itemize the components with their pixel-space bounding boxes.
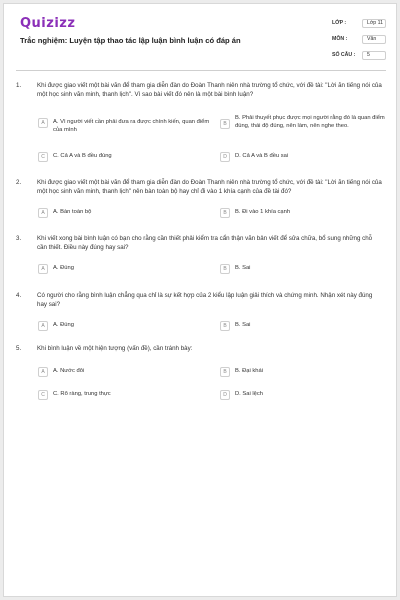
option-letter-box: B [220, 367, 230, 377]
question-text: Khi bình luận về một hiện tượng (vấn đề), cần tránh bày: [37, 345, 193, 352]
option-letter-box: C [38, 390, 48, 400]
option-letter-box: A [38, 321, 48, 331]
meta-class-label: LỚP : [332, 20, 347, 26]
option-text: A. Đúng [53, 265, 74, 271]
option-letter-box: C [38, 152, 48, 162]
question-number: 2. [16, 179, 22, 186]
option-text: A. Vì người viết cần phải đưa ra được chính kiến, quan điểm của mình [53, 119, 210, 133]
meta-class-value: Lớp 11 [362, 19, 386, 28]
option-text: B. Đại khái [235, 368, 264, 374]
worksheet-header [14, 13, 388, 63]
option-text: D. Sai lệch [235, 391, 264, 397]
option-text: B. Đi vào 1 khía cạnh [235, 209, 291, 215]
option-letter-box: B [220, 208, 230, 218]
meta-subject-value: Văn [362, 35, 386, 44]
option-letter-box: A [38, 208, 48, 218]
option-text: D. Cả A và B đều sai [235, 153, 289, 159]
option-text: C. Rõ ràng, trung thực [53, 391, 111, 397]
option-letter-box: D [220, 152, 230, 162]
question-number: 3. [16, 235, 22, 242]
meta-subject-label: MÔN : [332, 36, 348, 42]
question-text: Khi được giao viết một bài văn để tham gia diễn đàn do Đoàn Thanh niên nhà trường tổ chức, với đề tài: "Lời ăn tiếng nói của một học sinh văn minh, thanh lịch". Vì sao bài viết đó nên là một bài bình luận? [37, 82, 382, 98]
option-text: A. Bàn toàn bộ [53, 209, 92, 215]
question-text: Có người cho rằng bình luận chẳng qua chỉ là sự kết hợp của 2 kiểu lập luận giải thích và chứng minh. Nhận xét này đúng hay sai? [37, 292, 373, 308]
worksheet-page [3, 3, 397, 597]
option-letter-box: A [38, 118, 48, 128]
meta-class [332, 19, 388, 29]
option-text: A. Nước đôi [53, 368, 85, 374]
question-text: Khi được giao viết một bài văn để tham gia diễn đàn do Đoàn Thanh niên nhà trường tổ chức, với đề tài: "Lời ăn tiếng nói của một học sinh văn minh, thanh lịch" nên bàn toàn bộ hay chỉ đi vào 1 khía cạnh của đề tài đó? [37, 179, 382, 195]
option-letter-box: A [38, 367, 48, 377]
option-letter-box: D [220, 390, 230, 400]
meta-question-count [332, 51, 388, 61]
meta-question-count-label: SỐ CÂU : [332, 52, 356, 58]
question-number: 4. [16, 292, 22, 299]
worksheet-title: Trắc nghiệm: Luyện tập thao tác lập luận bình luận có đáp án [20, 36, 241, 45]
option-letter-box: B [220, 264, 230, 274]
question-number: 1. [16, 82, 22, 89]
option-text: B. Phải thuyết phục được mọi người rằng đó là quan điểm đúng, thái độ đúng, nên làm, nên nghe theo. [235, 115, 385, 129]
option-letter-box: B [220, 321, 230, 331]
quizizz-logo: Quizizz [20, 16, 76, 31]
option-text: A. Đúng [53, 322, 74, 328]
header-divider [16, 70, 386, 71]
option-text: B. Sai [235, 322, 251, 328]
option-text: C. Cả A và B đều đúng [53, 153, 112, 159]
option-text: B. Sai [235, 265, 251, 271]
question-number: 5. [16, 345, 22, 352]
option-letter-box: B [220, 119, 230, 129]
question-text: Khi viết xong bài bình luận có bạn cho rằng cần thiết phải kiểm tra cẩn thận văn bản viết để sửa chữa, bổ sung những chỗ cần thiết. Điều này đúng hay sai? [37, 235, 373, 251]
meta-question-count-value: 5 [362, 51, 386, 60]
meta-subject [332, 35, 388, 45]
option-letter-box: A [38, 264, 48, 274]
